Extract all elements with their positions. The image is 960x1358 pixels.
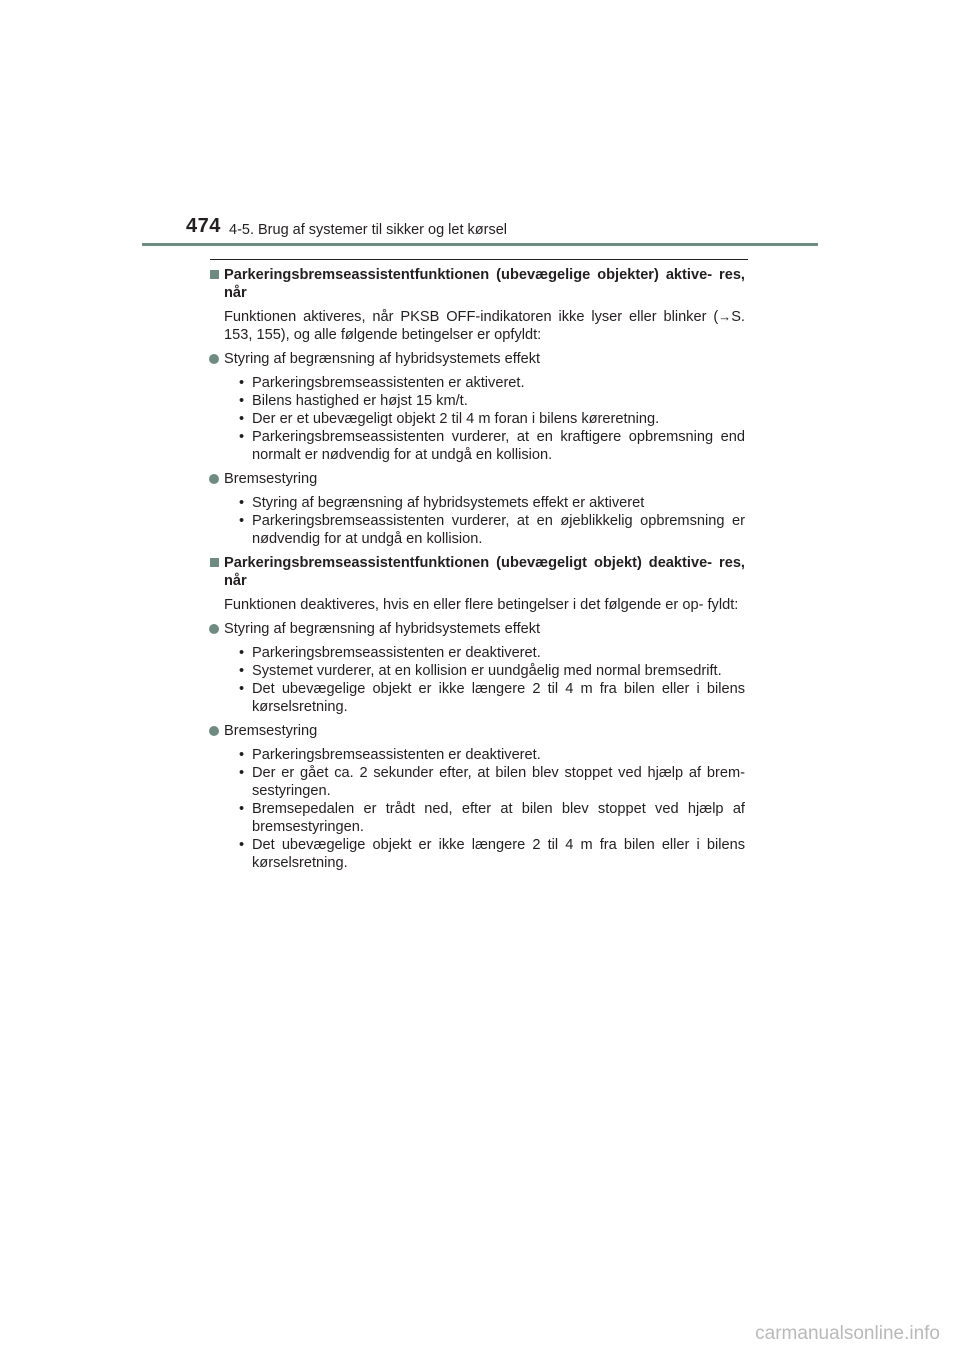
group-title (208, 350, 745, 368)
list-item: • Systemet vurderer, at en kollision er uundgåelig med normal bremsedrift. (239, 663, 722, 679)
circle-bullet-icon (209, 726, 219, 736)
heading-text: Parkeringsbremseassistentfunktionen (ubevægelige objekter) aktive- res, når (224, 267, 745, 301)
bullet-dot-icon: • (239, 645, 245, 661)
bullet-dot-icon: • (239, 837, 245, 853)
section-heading-deactivation (208, 554, 745, 590)
list-item: • Parkeringsbremseassistenten vurderer, at en kraftigere opbremsning end normalt er nødvendig for at undgå en kollision. (239, 429, 745, 463)
bullet-dot-icon: • (239, 513, 245, 529)
list-item: • Parkeringsbremseassistenten er deaktiveret. (239, 645, 541, 661)
list-item: • Det ubevægelige objekt er ikke længere 2 til 4 m fra bilen eller i bilens kørselsretning. (239, 681, 745, 715)
bullet-dot-icon: • (239, 765, 245, 781)
circle-bullet-icon (209, 624, 219, 634)
bullet-dot-icon: • (239, 429, 245, 445)
section-title: 4-5. Brug af systemer til sikker og let kørsel (229, 222, 507, 238)
bullet-dot-icon: • (239, 747, 245, 763)
bullet-list (208, 494, 745, 548)
bullet-dot-icon: • (239, 801, 245, 817)
bullet-list (208, 374, 745, 464)
group-title (208, 620, 745, 638)
content-body (208, 266, 745, 872)
arrow-right-icon: → (718, 309, 732, 324)
group-title-text: Styring af begrænsning af hybridsystemets effekt (224, 621, 541, 637)
list-item: • Der er gået ca. 2 sekunder efter, at bilen blev stoppet ved hjælp af brem- sestyringen. (239, 765, 745, 799)
bullet-dot-icon: • (239, 411, 245, 427)
list-item: • Parkeringsbremseassistenten er aktiveret. (239, 375, 525, 391)
circle-bullet-icon (209, 474, 219, 484)
intro-text: Funktionen aktiveres, når PKSB OFF-indikatoren ikke lyser eller blinker ( (224, 309, 719, 325)
bullet-dot-icon: • (239, 393, 245, 409)
bullet-list (208, 746, 745, 872)
heading-text: Parkeringsbremseassistentfunktionen (ubevægeligt objekt) deaktive- res, når (224, 555, 745, 589)
bullet-dot-icon: • (239, 495, 245, 511)
header-rule (142, 243, 818, 246)
group-title (208, 722, 745, 740)
list-item: • Parkeringsbremseassistenten vurderer, at en øjeblikkelig opbremsning er nødvendig for at undgå en kollision. (239, 513, 745, 547)
list-item: • Det ubevægelige objekt er ikke længere 2 til 4 m fra bilen eller i bilens kørselsretning. (239, 837, 745, 871)
watermark-text: carmanualsonline.info (755, 1323, 940, 1344)
section-heading-activation (208, 266, 745, 302)
list-item: • Der er et ubevægeligt objekt 2 til 4 m foran i bilens køreretning. (239, 411, 660, 427)
group-title-text: Bremsestyring (224, 471, 318, 487)
bullet-dot-icon: • (239, 663, 245, 679)
bullet-dot-icon: • (239, 681, 245, 697)
list-item: • Styring af begrænsning af hybridsystemets effekt er aktiveret (239, 495, 645, 511)
activation-intro (208, 308, 745, 344)
bullet-list (208, 644, 745, 716)
page-number: 474 (186, 215, 221, 237)
group-title (208, 470, 745, 488)
group-title-text: Styring af begrænsning af hybridsystemets effekt (224, 351, 541, 367)
square-bullet-icon (210, 270, 219, 279)
list-item: • Parkeringsbremseassistenten er deaktiveret. (239, 747, 541, 763)
page-reference-link: S. 153, 155), og alle følgende betingelser er opfyldt: (224, 309, 745, 343)
square-bullet-icon (210, 558, 219, 567)
list-item: • Bilens hastighed er højst 15 km/t. (239, 393, 468, 409)
list-item: • Bremsepedalen er trådt ned, efter at bilen blev stoppet ved hjælp af bremsestyringen. (239, 801, 745, 835)
bullet-dot-icon: • (239, 375, 245, 391)
content-top-rule (210, 259, 748, 260)
circle-bullet-icon (209, 354, 219, 364)
group-title-text: Bremsestyring (224, 723, 318, 739)
deactivation-intro: Funktionen deaktiveres, hvis en eller flere betingelser i det følgende er op- fyldt: (224, 597, 739, 613)
